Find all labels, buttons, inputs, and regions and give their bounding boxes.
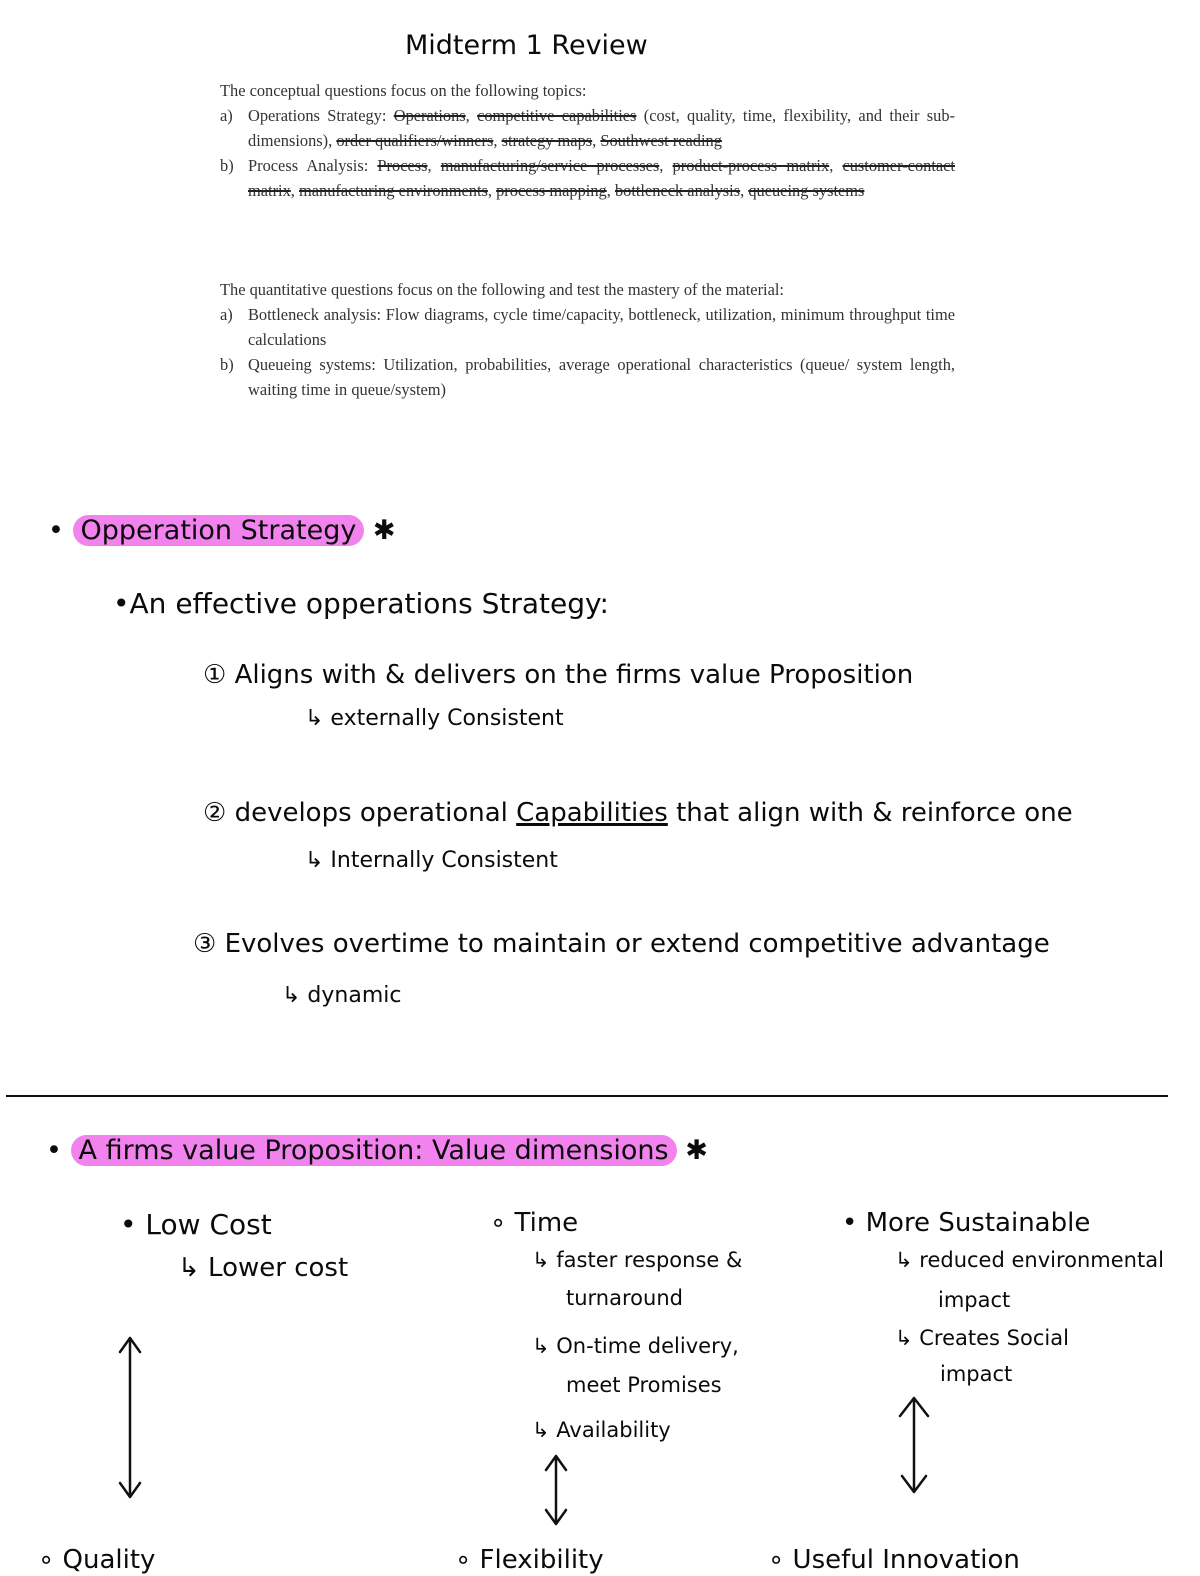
separator: , xyxy=(427,156,441,175)
quality-label: ∘ Quality xyxy=(38,1545,156,1575)
item-label: a) xyxy=(220,305,233,324)
star-icon: ✱ xyxy=(372,515,396,546)
separator: , xyxy=(659,156,673,175)
item-label: b) xyxy=(220,156,234,175)
struck-topic: product-process matrix xyxy=(672,156,830,175)
item-text: Queueing systems: Utilization, probabilities, average operational characteristics (queue/ system length, waiting time in queue/system) xyxy=(248,355,955,399)
flexibility-label: ∘ Flexibility xyxy=(455,1545,604,1575)
double-arrow-icon xyxy=(900,1398,928,1492)
section2-heading: A firms value Proposition: Value dimensions xyxy=(71,1135,677,1166)
struck-topic: Operations xyxy=(393,106,466,125)
separator: , xyxy=(493,131,502,150)
time-note-3: ↳ Availability xyxy=(532,1418,671,1442)
point-3-note: ↳ dynamic xyxy=(282,983,402,1008)
topic-head: Process Analysis: xyxy=(248,156,378,175)
low-cost-label: • Low Cost xyxy=(120,1208,272,1241)
item-label: b) xyxy=(220,355,234,374)
bullet: • xyxy=(48,515,64,546)
struck-topic: order qualifiers/winners xyxy=(336,131,494,150)
topic-head: Operations Strategy: xyxy=(248,106,394,125)
time-note-1-cont: turnaround xyxy=(566,1286,683,1310)
quantitative-intro: The quantitative questions focus on the following and test the mastery of the material: xyxy=(220,280,784,299)
separator: , xyxy=(606,181,615,200)
time-note-2-cont: meet Promises xyxy=(566,1373,722,1397)
conceptual-intro: The conceptual questions focus on the following topics: xyxy=(220,81,587,100)
struck-topic: competitive capabilities xyxy=(477,106,637,125)
struck-topic: manufacturing/service processes xyxy=(440,156,660,175)
star-icon: ✱ xyxy=(685,1135,708,1166)
struck-topic: Southwest reading xyxy=(600,131,722,150)
separator: , xyxy=(487,181,497,200)
sustainable-note-1-cont: impact xyxy=(938,1288,1011,1312)
item-text: Bottleneck analysis: Flow diagrams, cycle time/capacity, bottleneck, utilization, minimum throughput time calculations xyxy=(248,305,955,349)
sustainable-note-2-cont: impact xyxy=(940,1362,1013,1386)
struck-topic: manufacturing environments xyxy=(299,181,488,200)
section1-heading: Opperation Strategy xyxy=(73,515,365,546)
separator: , xyxy=(465,106,478,125)
separator: , xyxy=(290,181,299,200)
time-note-1: ↳ faster response & xyxy=(532,1248,743,1272)
separator: , xyxy=(740,181,749,200)
point-1-note: ↳ externally Consistent xyxy=(305,706,564,731)
separator: , xyxy=(592,131,601,150)
time-note-2: ↳ On-time delivery, xyxy=(532,1334,739,1358)
struck-topic: Process xyxy=(377,156,428,175)
point-1: ① Aligns with & delivers on the firms value Proposition xyxy=(203,660,914,690)
page-title: Midterm 1 Review xyxy=(405,30,648,61)
double-arrow-icon xyxy=(120,1338,140,1497)
double-arrow-icon xyxy=(546,1456,566,1524)
struck-topic: queueing systems xyxy=(748,181,865,200)
low-cost-note: ↳ Lower cost xyxy=(178,1253,349,1283)
struck-topic: process mapping xyxy=(496,181,607,200)
separator: , xyxy=(829,156,843,175)
bullet: • xyxy=(46,1135,62,1166)
capabilities-underlined: Capabilities xyxy=(516,798,668,828)
struck-topic: customer-contact matrix xyxy=(248,156,955,200)
sustainable-note-2: ↳ Creates Social xyxy=(895,1326,1069,1350)
sustainable-note-1: ↳ reduced environmental xyxy=(895,1248,1164,1272)
point-3: ③ Evolves overtime to maintain or extend competitive advantage xyxy=(193,929,1050,959)
sustainable-label: • More Sustainable xyxy=(842,1208,1091,1238)
section1-subheading: •An effective opperations Strategy: xyxy=(113,587,609,620)
struck-topic: bottleneck analysis xyxy=(614,181,741,200)
topic-text: (cost, quality, time, flexibility, and their sub-dimensions), xyxy=(248,106,955,150)
item-label: a) xyxy=(220,106,233,125)
struck-topic: strategy maps xyxy=(501,131,593,150)
time-label: ∘ Time xyxy=(490,1208,579,1238)
useful-innovation-label: ∘ Useful Innovation xyxy=(768,1545,1020,1575)
point-2-note: ↳ Internally Consistent xyxy=(305,848,558,873)
point-2-text: that align with & reinforce one xyxy=(667,798,1073,828)
point-2-text: ② develops operational xyxy=(203,798,517,828)
